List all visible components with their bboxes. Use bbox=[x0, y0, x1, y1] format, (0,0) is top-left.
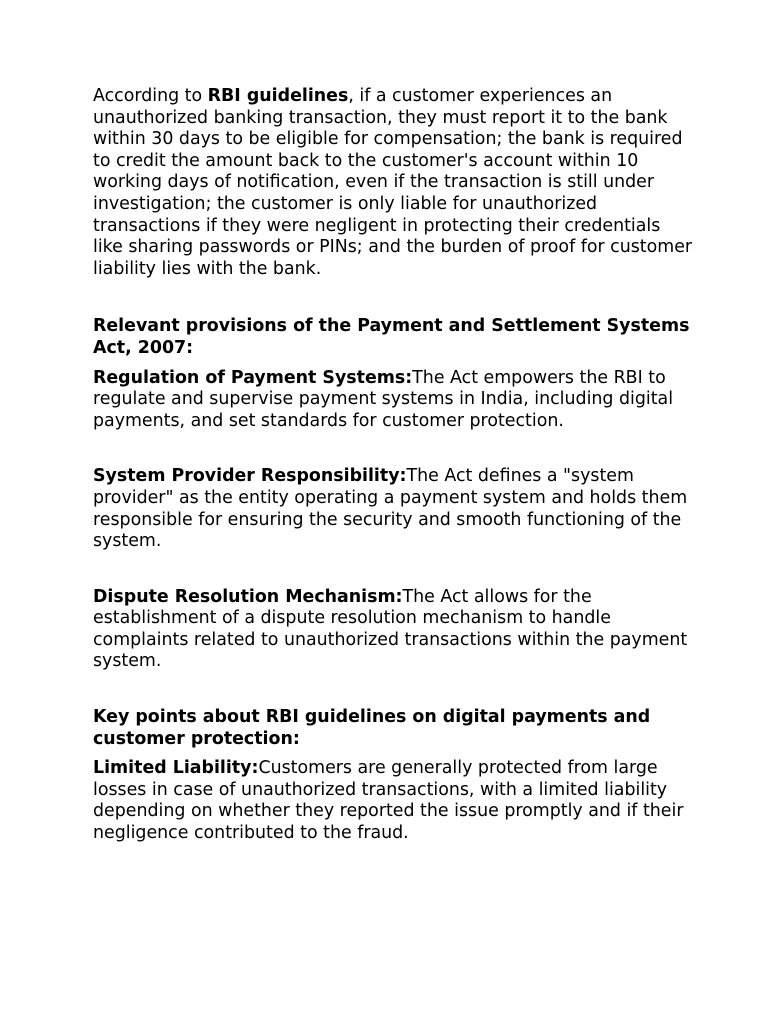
provision-item bbox=[93, 368, 693, 433]
intro-prefix: According to bbox=[93, 86, 208, 106]
provision-text: The Act empowers the RBI to regulate and supervise payment systems in India, including digital payments, and set standards for customer protection. bbox=[93, 367, 674, 431]
guideline-text: Customers are generally protected from large losses in case of unauthorized transactions, with a limited liability depending on whether they reported the issue promptly and if their negligence contributed to the fraud. bbox=[93, 758, 684, 844]
provision-text: The Act defines a "system provider" as the entity operating a payment system and holds them responsible for ensuring the security and smooth functioning of the system. bbox=[93, 466, 688, 552]
document-page bbox=[93, 86, 693, 879]
provision-item bbox=[93, 466, 693, 552]
provision-term: Dispute Resolution Mechanism: bbox=[93, 586, 403, 607]
provision-text: The Act allows for the establishment of a dispute resolution mechanism to handle complaints related to unauthorized transactions within the payment system. bbox=[93, 586, 688, 672]
section-heading-rbi-guidelines: Key points about RBI guidelines on digital payments and customer protection: bbox=[93, 707, 651, 749]
section-heading-psa-act: Relevant provisions of the Payment and Settlement Systems Act, 2007: bbox=[93, 316, 690, 358]
intro-rest: , if a customer experiences an unauthorized banking transaction, they must report it to the bank within 30 days to be eligible for compensation; the bank is required to credit the amount back to the customer's account within 10 working days of notification, even if the transaction is still under investigation; the customer is only liable for unauthorized transactions if they were negligent in protecting their credentials like sharing passwords or PINs; and the burden of proof for customer liability lies with the bank. bbox=[93, 86, 693, 279]
guideline-term: Limited Liability: bbox=[93, 758, 259, 779]
provision-term: System Provider Responsibility: bbox=[93, 466, 407, 487]
intro-paragraph bbox=[93, 86, 693, 280]
intro-bold-term: RBI guidelines bbox=[207, 86, 349, 106]
guideline-item bbox=[93, 758, 693, 844]
provision-term: Regulation of Payment Systems: bbox=[93, 367, 413, 388]
provision-item bbox=[93, 587, 693, 673]
